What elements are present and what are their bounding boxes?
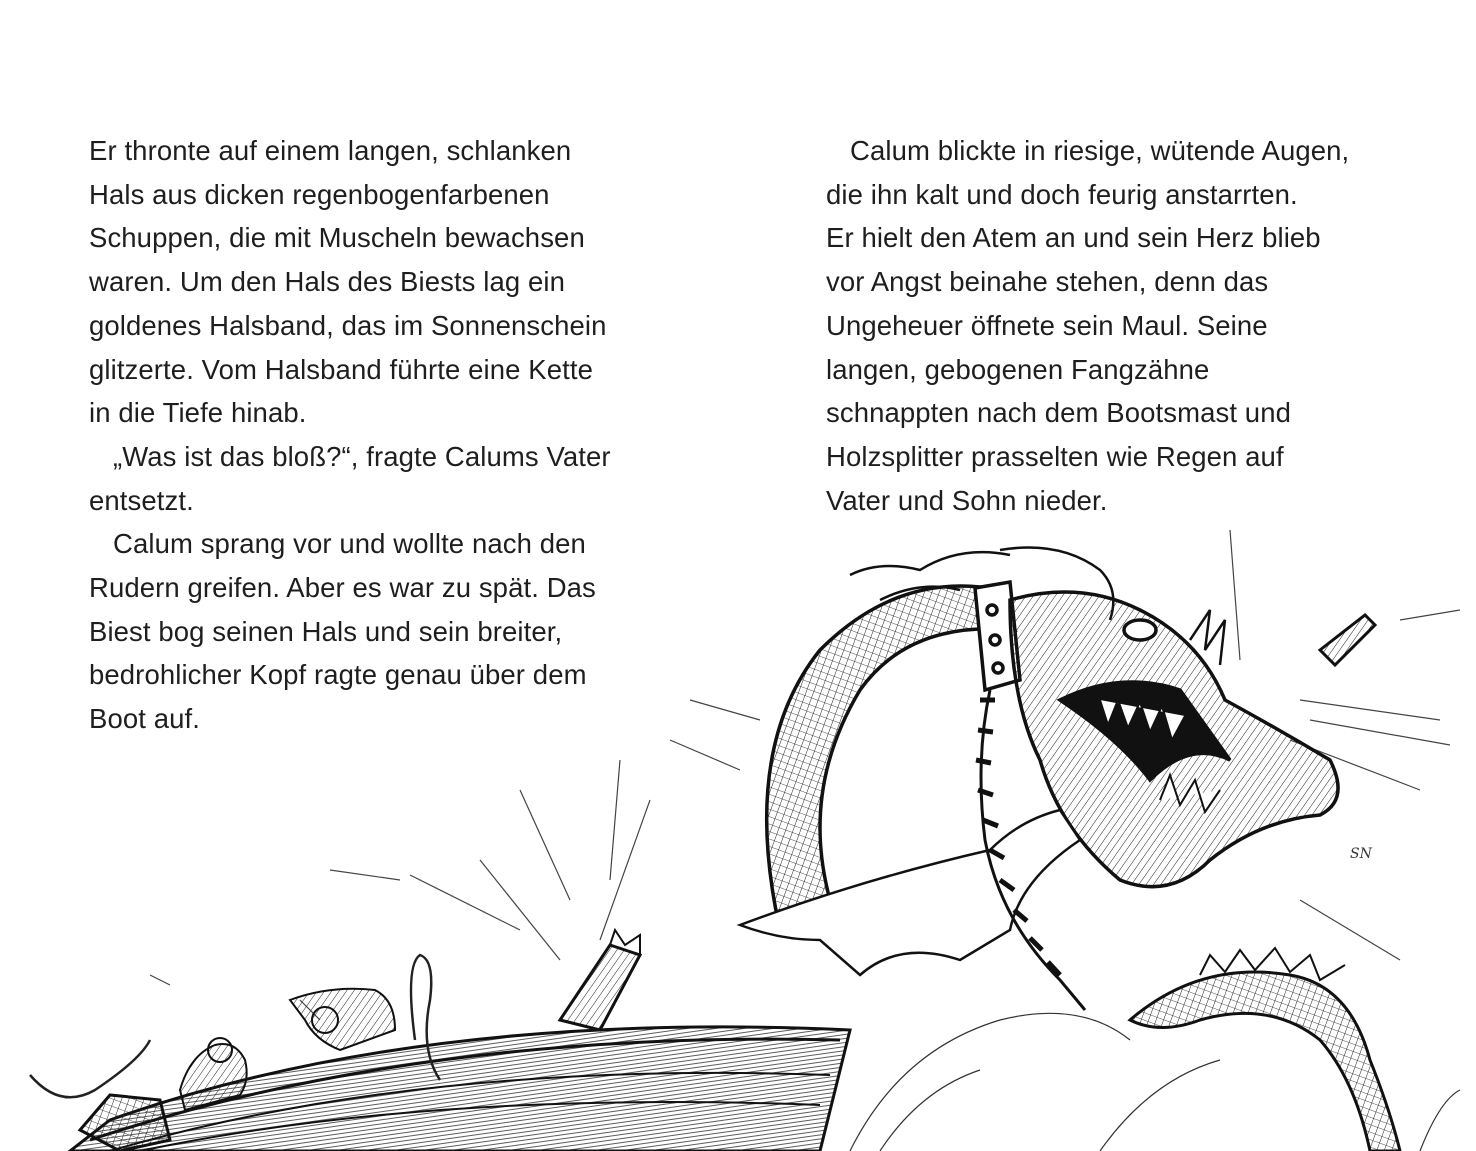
text-line: bedrohlicher Kopf ragte genau über dem: [89, 659, 587, 691]
text-line: Ungeheuer öffnete sein Maul. Seine: [826, 309, 1268, 341]
text-line: waren. Um den Hals des Biests lag ein: [89, 266, 566, 298]
text-line: Calum sprang vor und wollte nach den: [113, 528, 586, 560]
text-line: Calum blickte in riesige, wütende Augen,: [850, 135, 1350, 166]
text-line: Er hielt den Atem an und sein Herz blieb: [826, 222, 1321, 254]
text-line: entsetzt.: [89, 484, 194, 516]
text-column-right: [826, 129, 1426, 522]
text-line: vor Angst beinahe stehen, denn das: [826, 266, 1269, 298]
chain: [976, 690, 1085, 1010]
text-line: Biest bog seinen Hals und sein breiter,: [89, 615, 563, 647]
text-line: „Was ist das bloß?“, fragte Calums Vater: [113, 440, 611, 472]
text-line: langen, gebogenen Fangzähne: [826, 353, 1210, 385]
text-line: in die Tiefe hinab.: [89, 397, 307, 429]
figures-father-and-son: [180, 989, 395, 1110]
boat: [70, 930, 850, 1151]
text-line: goldenes Halsband, das im Sonnenschein: [89, 309, 607, 341]
text-line: schnappten nach dem Bootsmast und: [826, 397, 1291, 429]
serpent-tail: [1130, 948, 1400, 1151]
serpent-neck: [767, 582, 1020, 930]
rope: [30, 955, 440, 1097]
text-line: glitzerte. Vom Halsband führte eine Kette: [89, 353, 593, 385]
text-line: Er thronte auf einem langen, schlanken: [89, 135, 572, 166]
text-column-left: [89, 129, 669, 741]
water-splash: [850, 1013, 1460, 1151]
text-line: Rudern greifen. Aber es war zu spät. Das: [89, 572, 596, 604]
artist-signature: SN: [1350, 846, 1372, 862]
text-line: die ihn kalt und doch feurig anstarrten.: [826, 178, 1298, 210]
serpent-mane: [850, 548, 1113, 621]
text-line: Vater und Sohn nieder.: [826, 484, 1108, 516]
text-line: Schuppen, die mit Muscheln bewachsen: [89, 222, 585, 254]
mast-fragment: [1320, 615, 1375, 665]
text-line: Hals aus dicken regenbogenfarbenen: [89, 178, 550, 210]
torn-sail: [740, 810, 1080, 975]
serpent-head: [1010, 592, 1338, 887]
text-line: Boot auf.: [89, 703, 200, 735]
text-line: Holzsplitter prasselten wie Regen auf: [826, 440, 1284, 472]
